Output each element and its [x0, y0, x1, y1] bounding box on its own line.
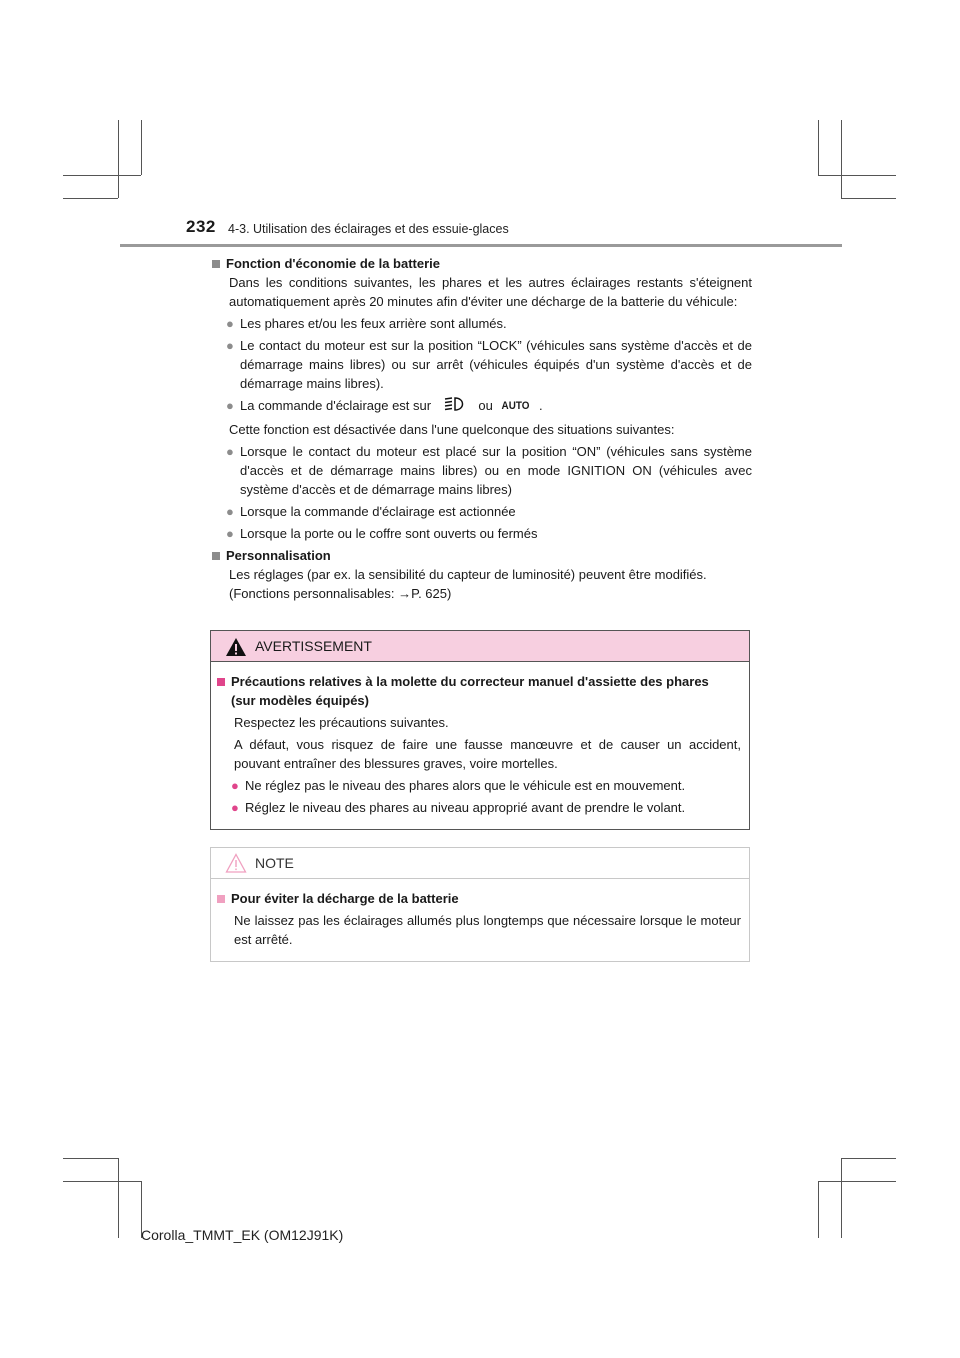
headlight-icon: [443, 396, 467, 417]
crop-mark: [841, 198, 896, 199]
crop-mark: [118, 120, 119, 198]
square-bullet-icon: [217, 895, 225, 903]
section-heading-battery: Fonction d'économie de la batterie: [212, 254, 752, 273]
list-item: ● Lorsque le contact du moteur est placé sur la position “ON” (véhicules sans système d'accès et de démarrage mains libres) ou en mode IGNITION ON (véhicules avec système d'accès et de démarrage mains libres): [226, 444, 752, 498]
warning-paragraph: Respectez les précautions suivantes.: [234, 715, 449, 730]
note-title: Pour éviter la décharge de la batterie: [217, 889, 741, 908]
note-label: NOTE: [255, 855, 294, 871]
crop-mark: [63, 1181, 141, 1182]
warning-box: [210, 630, 750, 830]
crop-mark: [818, 120, 819, 175]
square-bullet-icon: [217, 678, 225, 686]
list-item: ● Ne réglez pas le niveau des phares alors que le véhicule est en mouvement.: [231, 778, 686, 793]
list-item: ● Lorsque la porte ou le coffre sont ouverts ou fermés: [226, 526, 538, 542]
round-bullet-icon: ●: [226, 444, 234, 460]
round-bullet-icon: ●: [226, 504, 234, 520]
crop-mark: [818, 175, 896, 176]
crop-mark: [818, 1181, 896, 1182]
crop-mark: [63, 175, 141, 176]
crop-mark: [63, 198, 118, 199]
warning-triangle-icon: [225, 637, 247, 660]
auto-icon: AUTO: [501, 400, 530, 413]
round-bullet-icon: ●: [226, 398, 234, 413]
list-item: ● Lorsque la commande d'éclairage est actionnée: [226, 504, 516, 520]
round-bullet-icon: ●: [231, 800, 239, 815]
round-bullet-icon: ●: [226, 526, 234, 542]
round-bullet-icon: ●: [231, 778, 239, 793]
list-item: ● Les phares et/ou les feux arrière sont allumés.: [226, 316, 507, 331]
crop-mark: [841, 1158, 842, 1238]
deactivated-intro: Cette fonction est désactivée dans l'une quelconque des situations suivantes:: [229, 422, 675, 438]
warning-label: AVERTISSEMENT: [255, 638, 372, 654]
crop-mark: [141, 120, 142, 175]
note-text: Ne laissez pas les éclairages allumés plus longtemps que nécessaire lorsque le moteur est arrêté.: [234, 913, 741, 947]
round-bullet-icon: ●: [226, 338, 234, 353]
square-bullet-icon: [212, 260, 220, 268]
list-item-light-switch: ● La commande d'éclairage est sur ou AUTO .: [226, 396, 752, 417]
note-body: [211, 879, 749, 949]
warning-header: [211, 631, 749, 662]
main-content: [212, 254, 752, 603]
crop-mark: [818, 1181, 819, 1238]
warning-title: Précautions relatives à la molette du correcteur manuel d'assiette des phares (sur modèles équipés): [217, 672, 741, 710]
custom-line-2: (Fonctions personnalisables: →P. 625): [229, 586, 452, 602]
custom-line-1: Les réglages (par ex. la sensibilité du capteur de luminosité) peuvent être modifiés.: [229, 567, 707, 583]
page-number: 232: [186, 217, 216, 236]
crop-mark: [118, 1158, 119, 1238]
battery-intro: Dans les conditions suivantes, les phares et les autres éclairages restants s'éteignent automatiquement après 20 minutes afin d'éviter une décharge de la batterie du véhicule:: [229, 275, 752, 309]
caution-triangle-icon: [225, 853, 247, 876]
warning-body: [211, 662, 749, 817]
list-item: ● Réglez le niveau des phares au niveau approprié avant de prendre le volant.: [231, 800, 686, 815]
round-bullet-icon: ●: [226, 316, 234, 331]
warning-paragraph: A défaut, vous risquez de faire une fausse manœuvre et de causer un accident, pouvant entraîner des blessures graves, voire mortelles.: [234, 737, 741, 771]
note-box: [210, 847, 750, 962]
running-header: 4-3. Utilisation des éclairages et des essuie-glaces: [228, 222, 509, 236]
header-rule: [120, 244, 842, 247]
crop-mark: [841, 1158, 896, 1159]
note-header: [211, 848, 749, 879]
list-item: ● Le contact du moteur est sur la position “LOCK” (véhicules sans système d'accès et de démarrage mains libres) ou sur arrêt (véhicules équipés d'un système d'accès et de démarrage mains libres).: [226, 338, 752, 391]
crop-mark: [63, 1158, 118, 1159]
footer-model-code: Corolla_TMMT_EK (OM12J91K): [141, 1227, 344, 1243]
section-heading-custom: Personnalisation: [212, 546, 752, 565]
square-bullet-icon: [212, 552, 220, 560]
crop-mark: [841, 120, 842, 198]
